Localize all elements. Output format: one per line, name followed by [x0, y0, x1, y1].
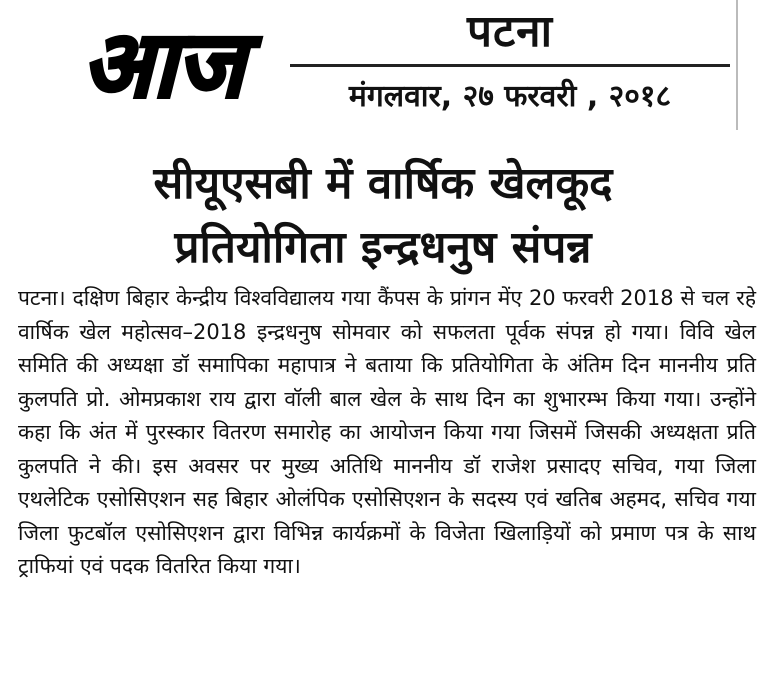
header-rule [290, 64, 730, 67]
masthead [0, 0, 766, 135]
headline-line-2: प्रतियोगिता इन्द्रधनुष संपन्न [174, 222, 592, 273]
svg-text:आज: आज [81, 11, 245, 118]
article-headline [0, 152, 766, 280]
edition-date: मंगलवार, २७ फरवरी , २०१८ [348, 79, 672, 114]
column-divider [736, 0, 738, 130]
article-body [18, 282, 756, 584]
edition-city: पटना [467, 6, 553, 57]
article-text: दक्षिण बिहार केन्द्रीय विश्वविद्यालय गया कैंपस के प्रांगन मेंए 20 फरवरी 2018 से चल रहे वार्षिक खेल महोत्सव–2018 इन्द्रधनुष सोमवार को सफलता पूर्वक संपन्न हो गया। विवि खेल समिति की अध्यक्षा डॉ समापिका महापात्र ने बताया कि प्रतियोगिता के अंतिम दिन माननीय प्रति कुलपति प्रो. ओमप्रकाश राय द्वारा वॉली बाल खेल के साथ दिन का शुभारम्भ किया गया। उन्होंने कहा कि अंत में पुरस्कार वितरण समारोह का आयोजन किया गया जिसमें जिसकी अध्यक्षता प्रति कुलपति ने की। इस अवसर पर मुख्य अतिथि माननीय डॉ राजेश प्रसादए सचिव, गया जिला एथलेटिक एसोसिएशन सह बिहार ओलंपिक एसोसिएशन के सदस्य एवं खतिब अहमद, सचिव गया जिला फुटबॉल एसोसिएशन द्वारा विभिन्न कार्यक्रमों के विजेता खिलाड़ियों को प्रमाण पत्र के साथ ट्राफियां एवं पदक वितरित किया गया। [18, 286, 756, 578]
headline-line-1: सीयूएसबी में वार्षिक खेलकूद [153, 158, 613, 209]
newspaper-logo [48, 10, 278, 118]
article-dateline: पटना। [18, 286, 66, 310]
